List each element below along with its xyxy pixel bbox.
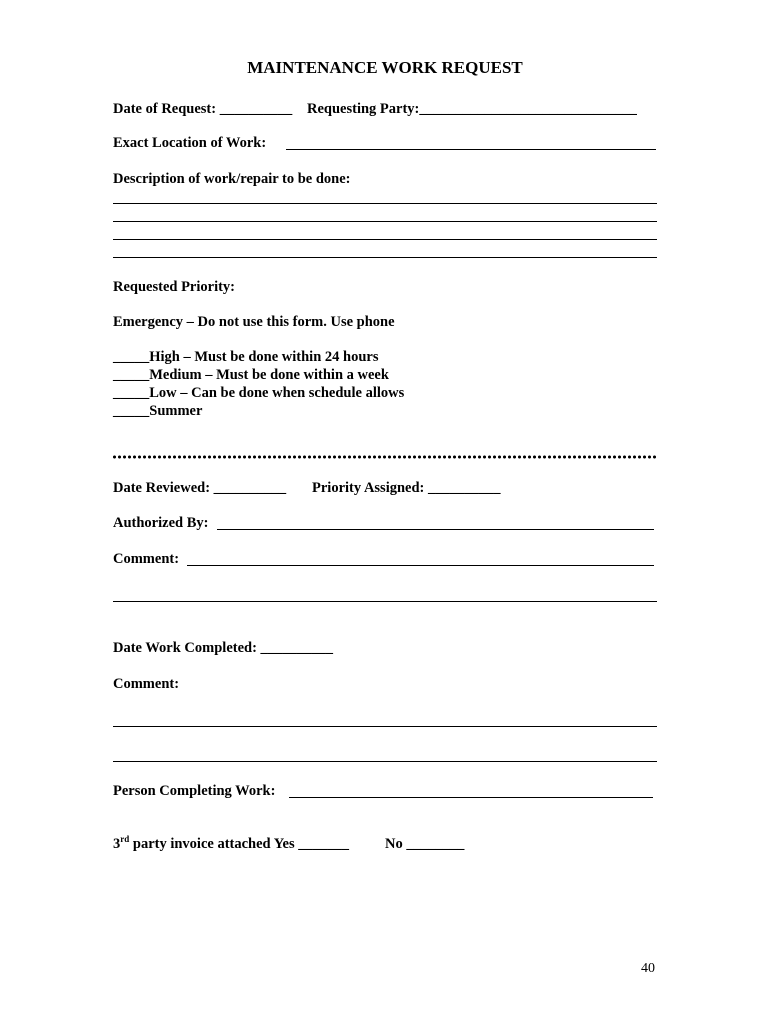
requested-priority-label: Requested Priority: (113, 279, 236, 295)
page-title: MAINTENANCE WORK REQUEST (247, 58, 523, 77)
third-party-no-field[interactable]: No ________ (385, 836, 465, 852)
date-of-request-field[interactable]: Date of Request: __________ (113, 101, 293, 117)
date-work-completed-field[interactable]: Date Work Completed: __________ (113, 640, 334, 656)
third-party-text: party invoice attached Yes _______ (129, 836, 350, 852)
date-reviewed-field[interactable]: Date Reviewed: __________ (113, 480, 287, 496)
description-line[interactable] (113, 257, 657, 258)
description-label: Description of work/repair to be done: (113, 171, 351, 187)
third-party-number: 3 (113, 836, 121, 852)
priority-assigned-field[interactable]: Priority Assigned: __________ (312, 480, 501, 496)
emergency-note: Emergency – Do not use this form. Use phone (113, 314, 395, 330)
dotted-separator (112, 455, 657, 459)
review-comment-line[interactable] (113, 601, 657, 602)
third-party-invoice-field[interactable] (113, 835, 349, 853)
exact-location-label: Exact Location of Work: (113, 135, 267, 151)
review-comment-line[interactable] (187, 565, 654, 566)
person-completing-label: Person Completing Work: (113, 783, 276, 799)
description-line[interactable] (113, 221, 657, 222)
person-completing-line[interactable] (289, 797, 653, 798)
page-number: 40 (641, 961, 655, 976)
third-party-superscript: rd (120, 834, 130, 845)
priority-option-high[interactable]: _____High – Must be done within 24 hours (113, 349, 379, 365)
priority-option-summer[interactable]: _____Summer (113, 403, 203, 419)
exact-location-line[interactable] (286, 149, 656, 150)
priority-option-medium[interactable]: _____Medium – Must be done within a week (113, 367, 389, 383)
description-line[interactable] (113, 239, 657, 240)
authorized-by-label: Authorized By: (113, 515, 209, 531)
completion-comment-label: Comment: (113, 676, 180, 692)
requesting-party-field[interactable]: Requesting Party:______________________________ (307, 101, 637, 117)
completion-comment-line[interactable] (113, 761, 657, 762)
priority-option-low[interactable]: _____Low – Can be done when schedule allows (113, 385, 405, 401)
authorized-by-line[interactable] (217, 529, 654, 530)
description-line[interactable] (113, 203, 657, 204)
completion-comment-line[interactable] (113, 726, 657, 727)
review-comment-label: Comment: (113, 551, 180, 567)
